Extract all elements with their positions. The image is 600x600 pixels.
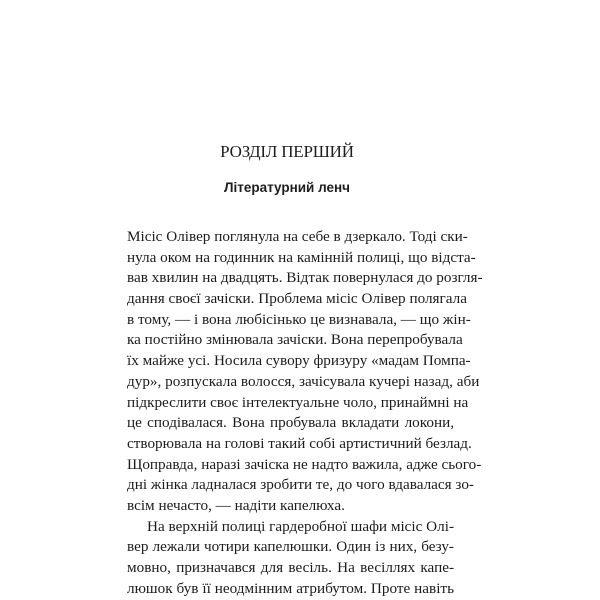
paragraph-2	[127, 517, 454, 600]
text-line: Щоправда, наразі зачіска не надто важила, адже сього-	[127, 455, 482, 473]
text-line: люшок був її неодмінним атрибутом. Проте навіть	[127, 579, 454, 597]
text-line: нула оком на годинник на камінній полиці, що відста-	[127, 248, 476, 266]
text-line: ка постійно змінювала зачіски. Вона перепробувала	[127, 331, 463, 349]
chapter-subtitle: Літературний ленч	[223, 180, 351, 195]
text-line: їх майже усі. Носила сувору фризуру «мадам Помпа-	[127, 352, 471, 370]
text-line: вав хвилин на двадцять. Відтак повернулася до розгля-	[127, 269, 483, 287]
chapter-title: РОЗДІЛ ПЕРШИЙ	[220, 142, 354, 161]
body-text	[127, 227, 483, 599]
text-line: На верхній полиці гардеробної шафи місіс Олі-	[147, 517, 454, 535]
paragraph-1	[127, 227, 483, 517]
text-line: в тому, — і вона любісінько це визнавала, — що жін-	[127, 310, 471, 328]
text-line: мовно, призначався для весіль. На весіллях капе-	[127, 559, 454, 576]
text-line: дні жінка ладналася зробити те, до чого вдавалася зо-	[127, 476, 474, 494]
text-line: всім нечасто, — надіти капелюха.	[127, 496, 345, 514]
text-line: це сподівалася. Вона пробувала вкладати локони,	[127, 414, 454, 432]
text-line: дання своєї зачіски. Проблема місіс Олівер полягала	[127, 290, 467, 308]
text-line: дур», розпускала волосся, зачісувала кучері назад, аби	[127, 372, 480, 390]
text-line: вер лежали чотири капелюшки. Один із них, безу-	[127, 538, 454, 556]
text-line: підкреслити своє інтелектуальне чоло, принаймні на	[127, 393, 469, 411]
text-line: створювала на голові такий собі артистичний безлад.	[127, 434, 472, 452]
text-line: Місіс Олівер поглянула на себе в дзеркало. Тоді ски-	[127, 228, 468, 245]
